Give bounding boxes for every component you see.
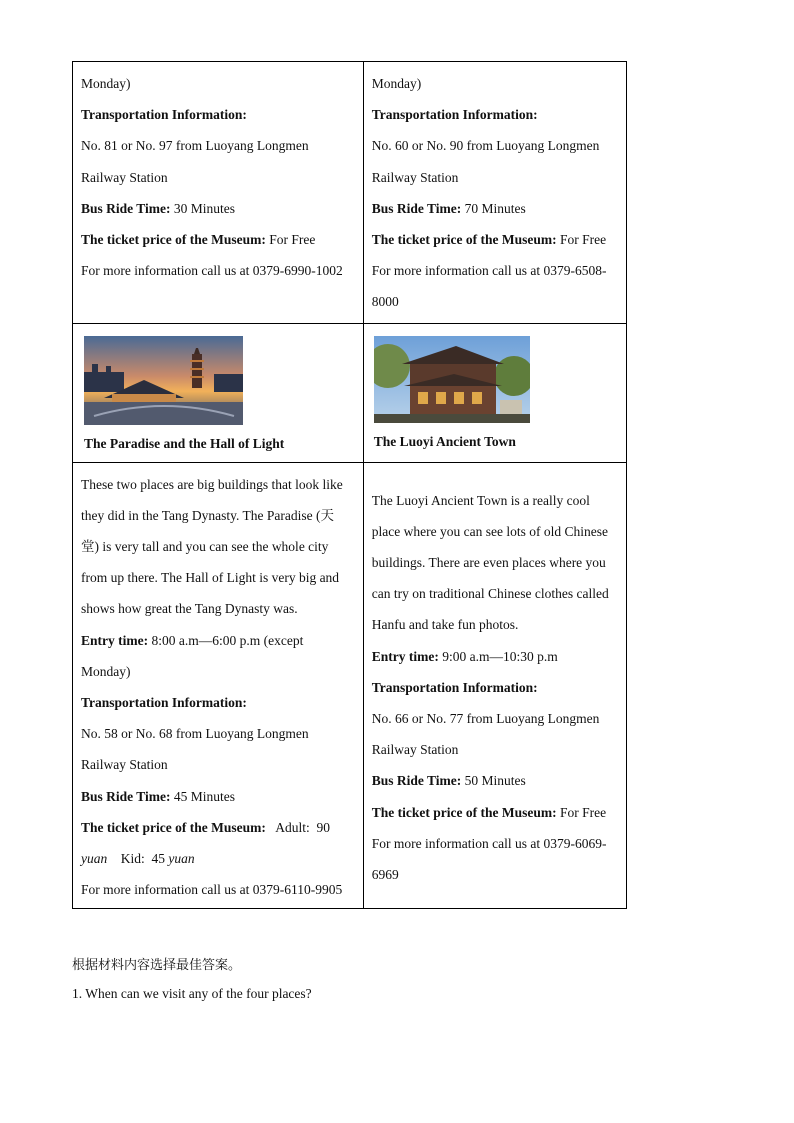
bus-routes: No. 66 or No. 77 from Luoyang Longmen xyxy=(371,711,600,727)
ride-label: Bus Ride Time: xyxy=(81,200,171,216)
bus-ride-time xyxy=(372,193,626,224)
description-line: shows how great the Tang Dynasty was. xyxy=(81,601,298,617)
entry-time xyxy=(372,641,626,672)
entry-label: Entry time: xyxy=(81,632,149,648)
description-line: place where you can see lots of old Chinese xyxy=(371,523,608,539)
bus-ride-time xyxy=(81,193,363,224)
attractions-table xyxy=(72,61,627,909)
price-value: For Free xyxy=(556,804,607,820)
luoyi-town-photo xyxy=(374,336,530,423)
entry-value: 8:00 a.m—6:00 p.m (except xyxy=(148,632,304,648)
contact-info: For more information call us at 0379-6069- xyxy=(371,835,607,851)
ticket-price-continued xyxy=(81,843,363,874)
price-label: The ticket price of the Museum: xyxy=(371,232,557,248)
ticket-price xyxy=(81,812,363,843)
image-cell-left xyxy=(73,323,364,462)
description-line: 堂) is very tall and you can see the whole city xyxy=(81,539,329,555)
ticket-price xyxy=(81,224,363,255)
price-adult: Adult: 90 xyxy=(265,819,330,835)
bus-routes: No. 81 or No. 97 from Luoyang Longmen xyxy=(81,138,309,154)
bus-station: Railway Station xyxy=(371,742,459,758)
ride-value: 45 Minutes xyxy=(170,788,236,804)
entry-label: Entry time: xyxy=(371,648,439,664)
entry-time-continued: Monday) xyxy=(81,76,131,91)
description-line: The Luoyi Ancient Town is a really cool xyxy=(371,492,590,508)
price-value: For Free xyxy=(556,232,607,248)
bus-routes: No. 60 or No. 90 from Luoyang Longmen xyxy=(371,138,600,154)
ride-label: Bus Ride Time: xyxy=(81,788,171,804)
contact-info: For more information call us at 0379-6110-9905 xyxy=(81,882,343,898)
description-line: from up there. The Hall of Light is very big and xyxy=(81,570,340,586)
price-unit: yuan xyxy=(81,851,108,867)
ticket-price xyxy=(372,797,626,828)
description-line: buildings. There are even places where you xyxy=(371,555,606,571)
bus-station: Railway Station xyxy=(81,757,168,773)
price-unit: yuan xyxy=(168,851,195,867)
transport-label: Transportation Information: xyxy=(371,679,538,695)
contact-info-continued: 6969 xyxy=(371,867,399,883)
contact-info-continued: 8000 xyxy=(371,294,399,310)
paradise-hall-photo xyxy=(84,336,243,425)
transport-label: Transportation Information: xyxy=(81,107,247,123)
bus-ride-time xyxy=(81,781,363,812)
ticket-price xyxy=(372,224,626,255)
ride-label: Bus Ride Time: xyxy=(371,773,462,789)
price-label: The ticket price of the Museum: xyxy=(371,804,557,820)
ride-value: 50 Minutes xyxy=(461,773,526,789)
entry-time-continued: Monday) xyxy=(371,76,422,91)
contact-info: For more information call us at 0379-6990-1002 xyxy=(81,263,343,279)
info-cell-left xyxy=(73,462,364,909)
entry-time xyxy=(81,625,363,656)
image-cell-right xyxy=(363,323,626,462)
table-row xyxy=(73,462,627,909)
transport-label: Transportation Information: xyxy=(81,695,247,711)
bus-station: Railway Station xyxy=(371,169,459,185)
description-line: they did in the Tang Dynasty. The Paradise (天 xyxy=(81,507,335,523)
info-cell-right xyxy=(363,462,626,909)
bus-ride-time xyxy=(372,765,626,796)
entry-time-continued: Monday) xyxy=(81,663,131,679)
ride-label: Bus Ride Time: xyxy=(371,200,462,216)
table-row xyxy=(73,323,627,462)
question-1: 1. When can we visit any of the four places? xyxy=(72,986,312,1001)
ride-value: 70 Minutes xyxy=(461,200,526,216)
price-kid: Kid: 45 xyxy=(107,851,169,867)
price-value: For Free xyxy=(265,232,316,248)
description-line: Hanfu and take fun photos. xyxy=(371,617,519,633)
contact-info: For more information call us at 0379-6508- xyxy=(371,263,607,279)
info-cell-left xyxy=(73,62,364,324)
description-line: These two places are big buildings that look like xyxy=(81,476,343,492)
table-row xyxy=(73,62,627,324)
info-cell-right xyxy=(363,62,626,324)
bus-station: Railway Station xyxy=(81,169,168,185)
entry-value: 9:00 a.m—10:30 p.m xyxy=(438,648,558,664)
description-line: can try on traditional Chinese clothes called xyxy=(371,586,609,602)
transport-label: Transportation Information: xyxy=(371,107,538,123)
instruction-text: 根据材料内容选择最佳答案。 xyxy=(72,958,242,973)
ride-value: 30 Minutes xyxy=(170,200,236,216)
bus-routes: No. 58 or No. 68 from Luoyang Longmen xyxy=(81,726,309,742)
price-label: The ticket price of the Museum: xyxy=(81,232,266,248)
price-label: The ticket price of the Museum: xyxy=(81,819,266,835)
luoyi-town-caption: The Luoyi Ancient Town xyxy=(373,433,516,449)
paradise-hall-caption: The Paradise and the Hall of Light xyxy=(84,435,285,451)
